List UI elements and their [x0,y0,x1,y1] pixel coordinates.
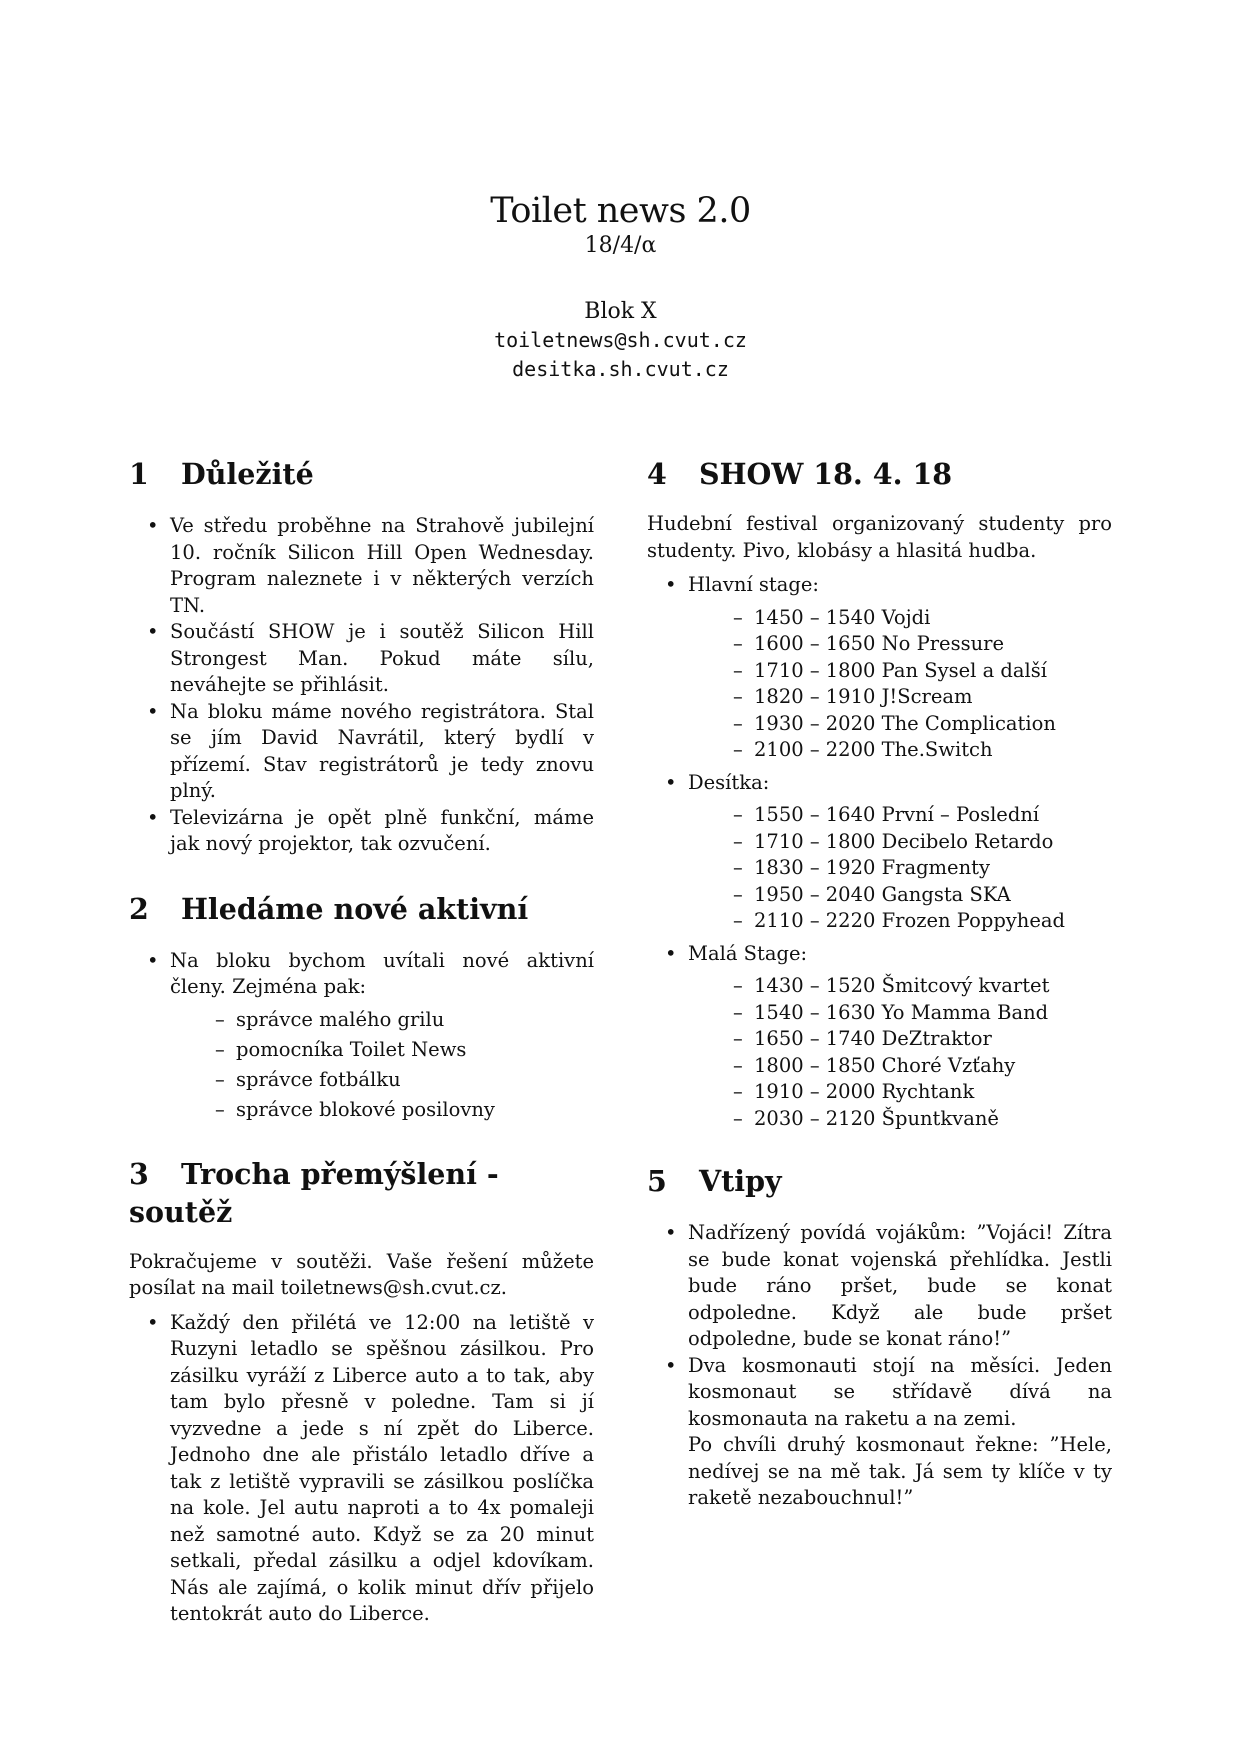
lineup-item: – 1910 – 2000 Rychtank [688,1079,1112,1106]
sublist-item: – pomocníka Toilet News [170,1035,594,1065]
members-list [129,948,594,1125]
section-important [129,455,594,858]
lineup-item: – 1650 – 1740 DeZtraktor [688,1026,1112,1053]
lineup-item: – 2030 – 2120 Špuntkvaně [688,1106,1112,1133]
lineup-item: – 1830 – 1920 Fragmenty [688,855,1112,882]
publisher-name: Blok X [584,299,657,324]
section-title: Vtipy [699,1164,782,1198]
stage-label: Hlavní stage: [688,573,819,596]
important-list [129,513,594,858]
section-intro: Hudební festival organizovaný studenty pro studenty. Pivo, klobásy a hlasitá hudba. [647,512,1112,562]
stage-item [647,770,1112,935]
section-intro: Pokračujeme v soutěži. Vaše řešení můžete posílat na mail toiletnews@sh.cvut.cz. [129,1249,594,1299]
sublist-item: – správce malého grilu [170,1005,594,1035]
sublist-item: – správce fotbálku [170,1065,594,1095]
joke-item: • Nadřízený povídá vojákům: ”Vojáci! Zítra se bude konat vojenská přehlídka. Jestli bude ráno pršet, bude se konat odpoledne. Když ale bude pršet odpoledne, bude se konat ráno!” [647,1220,1112,1353]
contact-email: toiletnews@sh.cvut.cz [494,328,747,352]
section-puzzle [129,1155,594,1628]
lineup-list [688,605,1112,764]
lineup-item: – 1710 – 1800 Pan Sysel a další [688,658,1112,685]
section-title: Důležité [181,457,314,491]
stage-label: Desítka: [688,770,770,794]
list-item: • Na bloku máme nového registrátora. Stal se jím David Navrátil, který bydlí v přízemí. Stav registrátorů je tedy znovu plný. [129,699,594,805]
list-item-text: Na bloku bychom uvítali nové aktivní členy. Zejména pak: [170,948,594,998]
list-item [129,948,594,1125]
section-heading [647,1162,1112,1200]
lineup-item: – 1600 – 1650 No Pressure [688,631,1112,658]
section-show [647,455,1112,1132]
section-jokes [647,1162,1112,1512]
joke-text: • Dva kosmonauti stojí na měsíci. Jeden kosmonaut se střídavě dívá na kosmonauta na raketu a na zemi. [688,1353,1112,1430]
roles-sublist [170,1005,594,1125]
section-heading [129,890,594,928]
section-number: 2 [129,891,149,926]
lineup-item: – 1450 – 1540 Vojdi [688,605,1112,632]
section-heading [647,455,1112,493]
lineup-item: – 1540 – 1630 Yo Mamma Band [688,1000,1112,1027]
issue-date: 18/4/α [584,233,657,258]
left-column [129,455,594,1628]
lineup-list [688,802,1112,935]
lineup-list [688,973,1112,1132]
lineup-item: – 2100 – 2200 The.Switch [688,737,1112,764]
stages-list [647,572,1112,1132]
lineup-item: – 1950 – 2040 Gangsta SKA [688,882,1112,909]
list-item: • Ve středu proběhne na Strahově jubilejní 10. ročník Silicon Hill Open Wednesday. Program naleznete i v některých verzích TN. [129,513,594,619]
section-number: 3 [129,1156,149,1191]
newsletter-title: Toilet news 2.0 [490,191,751,231]
section-number: 5 [647,1164,667,1198]
lineup-item: – 1710 – 1800 Decibelo Retardo [688,829,1112,856]
section-title: SHOW 18. 4. 18 [699,457,953,491]
puzzle-list [129,1310,594,1628]
stage-label: Malá Stage: [688,941,808,965]
list-item: • Televizárna je opět plně funkční, máme jak nový projektor, tak ozvučení. [129,805,594,858]
lineup-item: – 1800 – 1850 Choré Vzťahy [688,1053,1112,1080]
section-number: 1 [129,457,149,491]
sublist-item: – správce blokové posilovny [170,1095,594,1125]
list-item: • Každý den přilétá ve 12:00 na letiště v Ruzyni letadlo se spěšnou zásilkou. Pro zásilku vyráží z Liberce auto a to tak, aby tam bylo přesně v poledne. Tam si jí vyzvedne a jede s ní zpět do Liberce. Jednoho dne ale přistálo letadlo dříve a tak z letiště vypravili se zásilkou poslíčka na kole. Jel autu naproti a to 4x pomaleji než samotné auto. Když se za 20 minut setkali, předal zásilku a odjel kdovíkam. Nás ale zajímá, o kolik minut dřív přijelo tentokrát auto do Liberce. [129,1310,594,1628]
contact-web: desitka.sh.cvut.cz [512,357,729,381]
stage-item [647,572,1112,764]
stage-item [647,941,1112,1133]
lineup-item: – 2110 – 2220 Frozen Poppyhead [688,908,1112,935]
lineup-item: – 1550 – 1640 První – Poslední [688,802,1112,829]
lineup-item: – 1820 – 1910 J!Scream [688,684,1112,711]
lineup-item: – 1930 – 2020 The Complication [688,711,1112,738]
section-title: Trocha přemýšlení - soutěž [129,1156,499,1229]
section-number: 4 [647,457,667,491]
jokes-list [647,1220,1112,1512]
section-title: Hledáme nové aktivní [181,891,529,926]
list-item: • Součástí SHOW je i soutěž Silicon Hill Strongest Man. Pokud máte sílu, neváhejte se přihlásit. [129,619,594,699]
newsletter-header [0,190,1241,384]
section-heading [129,455,594,493]
section-looking-for-members [129,890,594,1125]
section-heading [129,1155,594,1231]
lineup-item: – 1430 – 1520 Šmitcový kvartet [688,973,1112,1000]
joke-item [647,1353,1112,1512]
joke-text: Po chvíli druhý kosmonaut řekne: ”Hele, nedívej se na mě tak. Já sem ty klíče v ty raketě nezabouchnul!” [688,1433,1112,1509]
right-column [647,455,1112,1512]
